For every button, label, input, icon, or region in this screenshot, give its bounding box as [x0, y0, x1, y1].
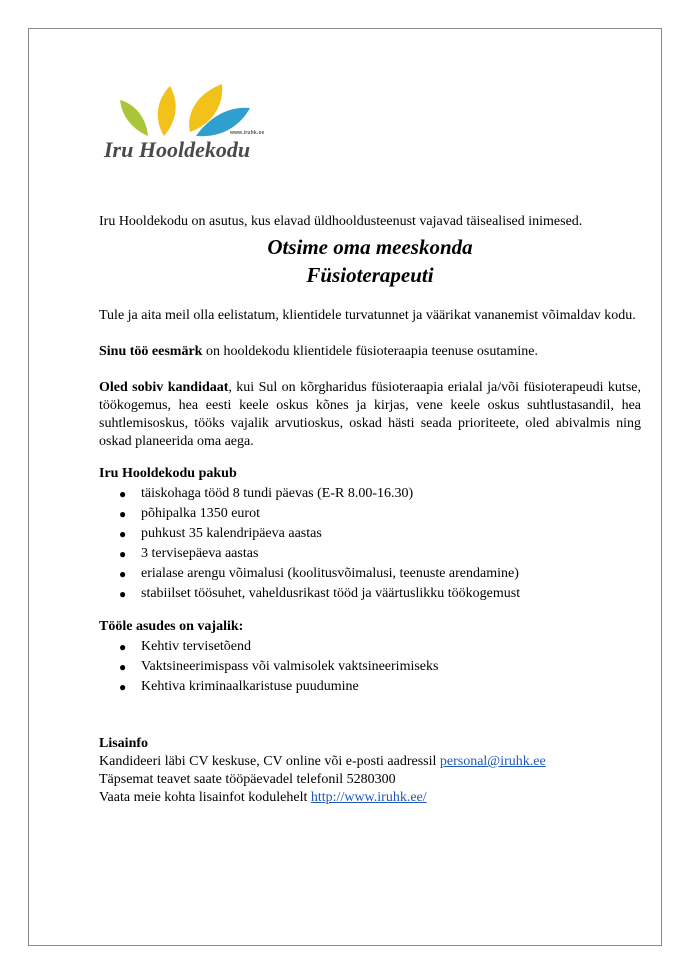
headline-line-2: Füsioterapeuti — [306, 263, 434, 287]
goal-rest: on hooldekodu klientidele füsioteraapia teenuse osutamine. — [202, 344, 538, 359]
list-item: ● 3 tervisepäeva aastas — [99, 544, 641, 564]
info-section — [99, 735, 641, 807]
website-link[interactable]: http://www.iruhk.ee/ — [310, 790, 427, 805]
requirements-list — [99, 637, 641, 697]
bullet-icon: ● — [119, 640, 127, 654]
list-item: ● stabiilset töösuhet, vaheldusrikast tööd ja väärtuslikku töökogemust — [99, 584, 641, 604]
bullet-icon: ● — [119, 527, 127, 541]
requirements-title: Tööle asudes on vajalik: — [99, 619, 244, 634]
bullet-icon: ● — [119, 680, 127, 694]
phone-line: Täpsemat teavet saate tööpäevadel telefonil 5280300 — [99, 772, 396, 787]
list-item: ● erialase arengu võimalusi (koolitusvõimalusi, teenuste arendamine) — [99, 564, 641, 584]
headline — [99, 233, 641, 289]
goal-text — [99, 343, 641, 361]
list-item: ● põhipalka 1350 eurot — [99, 504, 641, 524]
email-link[interactable]: personal@iruhk.ee — [439, 754, 546, 769]
apply-line — [99, 753, 641, 771]
candidate-rest: , kui Sul on kõrgharidus füsioteraapia erialal ja/või füsioterapeudi kutse, töökogemus, hea eesti keele oskus kõnes ja kirjas, vene keele oskus suhtlustasandil, hea suhtlemisoskus, tööks vajalik arvutioskus, oskad hästi seada prioriteete, oled abivalmis ning oskad planeerida oma aega. — [99, 380, 641, 449]
web-text: Vaata meie kohta lisainfot kodulehelt — [99, 790, 311, 805]
list-item: ● Vaktsineerimispass või valmisolek vaktsineerimiseks — [99, 657, 641, 677]
invite-text: Tule ja aita meil olla eelistatum, klientidele turvatunnet ja väärikat vananemist võimaldav kodu. — [99, 308, 636, 323]
list-item: ● puhkust 35 kalendripäeva aastas — [99, 524, 641, 544]
bullet-icon: ● — [119, 587, 127, 601]
list-item: ● Kehtiv tervisetõend — [99, 637, 641, 657]
goal-bold: Sinu töö eesmärk — [99, 344, 203, 359]
bullet-icon: ● — [119, 547, 127, 561]
logo-wordmark: Iru Hooldekodu — [104, 137, 251, 162]
info-title: Lisainfo — [99, 736, 149, 751]
apply-text: Kandideeri läbi CV keskuse, CV online või e-posti aadressil — [99, 754, 440, 769]
web-line — [99, 789, 641, 807]
bullet-icon: ● — [119, 567, 127, 581]
list-item: ● Kehtiva kriminaalkaristuse puudumine — [99, 677, 641, 697]
offer-list — [99, 484, 641, 604]
bullet-icon: ● — [119, 507, 127, 521]
logo-url: www.iruhk.ee — [230, 130, 265, 136]
list-item: ● täiskohaga tööd 8 tundi päevas (E-R 8.00-16.30) — [99, 484, 641, 504]
intro-text: Iru Hooldekodu on asutus, kus elavad üldhooldusteenust vajavad täisealised inimesed. — [99, 214, 583, 229]
bullet-icon: ● — [119, 660, 127, 674]
document-body — [99, 213, 641, 807]
company-logo — [104, 82, 274, 166]
offer-title: Iru Hooldekodu pakub — [99, 466, 237, 481]
headline-line-1: Otsime oma meeskonda — [267, 235, 473, 259]
candidate-text — [99, 379, 641, 451]
bullet-icon: ● — [119, 487, 127, 501]
candidate-bold: Oled sobiv kandidaat — [99, 380, 229, 395]
